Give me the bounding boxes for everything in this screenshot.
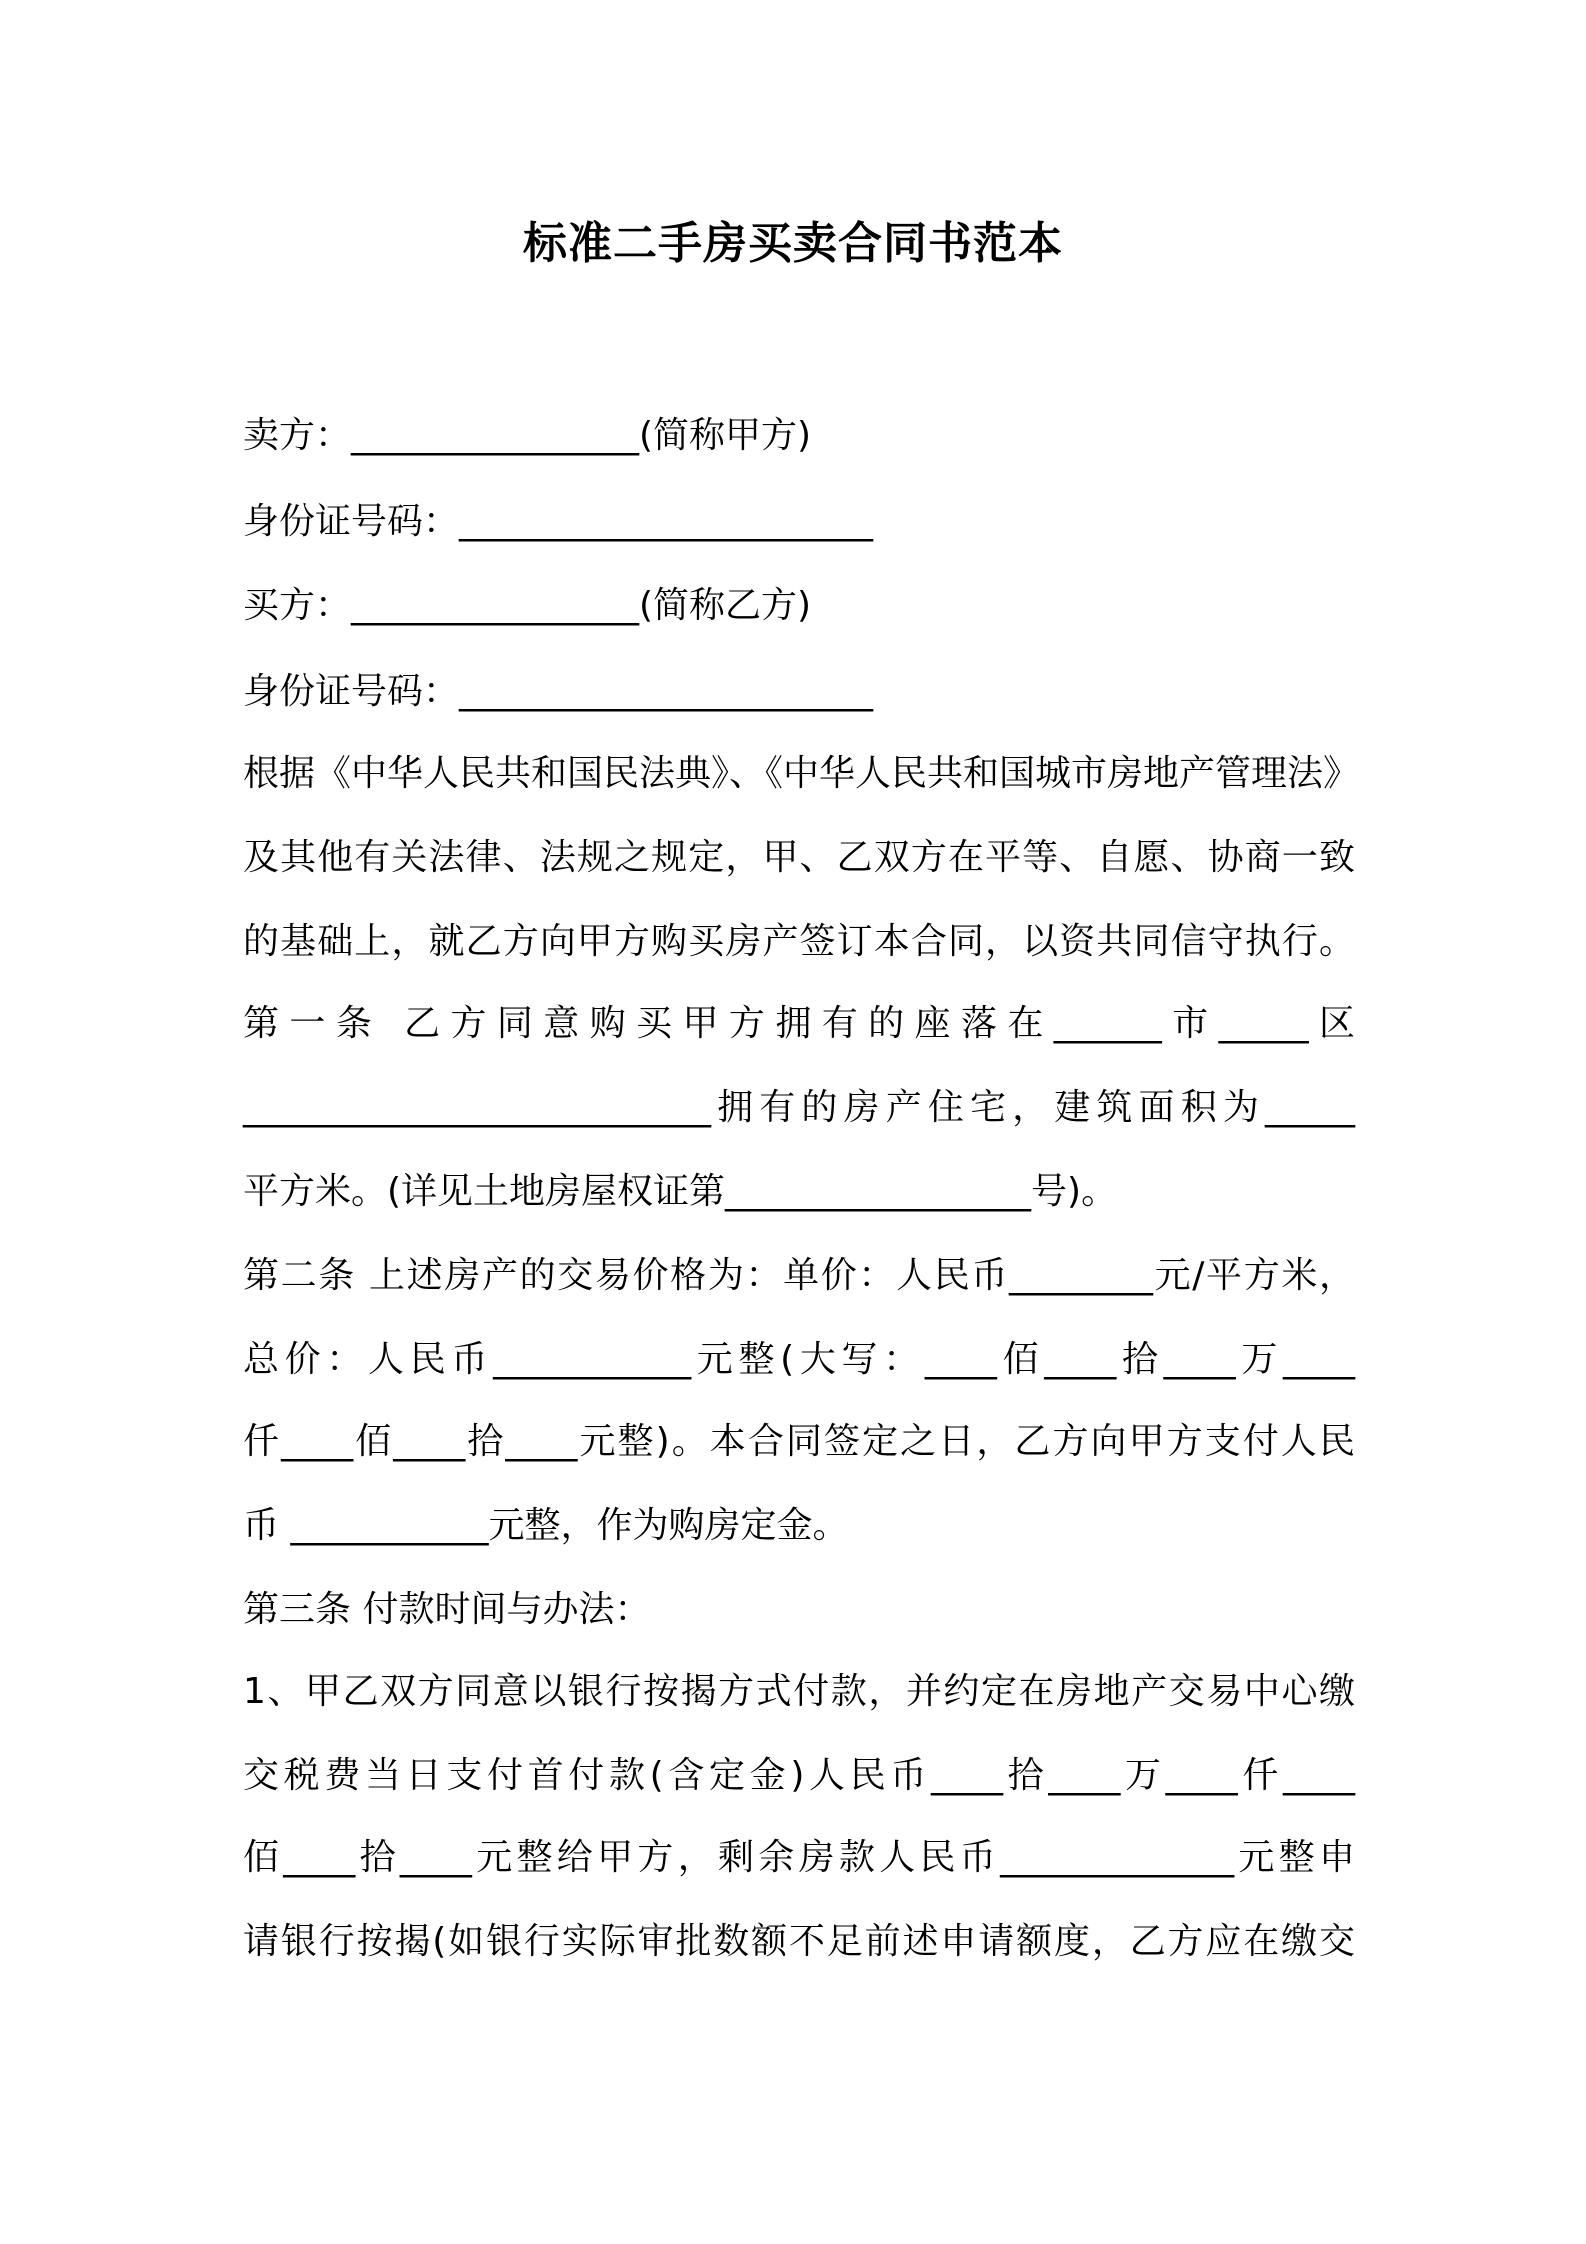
- article-3-line: 请银行按揭(如银行实际审批数额不足前述申请额度，乙方应在缴交: [243, 1921, 1355, 1962]
- seller-line: 卖方：________________(简称甲方): [243, 415, 812, 456]
- article-2-line: 总价：人民币___________元整(大写：____佰____拾____万____: [243, 1339, 1355, 1380]
- document-title: 标准二手房买卖合同书范本: [523, 218, 1063, 269]
- article-2-line: 币 ___________元整，作为购房定金。: [243, 1505, 849, 1546]
- paragraph-line: 的基础上，就乙方向甲方购买房产签订本合同，以资共同信守执行。: [243, 921, 1355, 962]
- buyer-line: 买方：________________(简称乙方): [243, 585, 812, 626]
- article-3-line: 1、甲乙双方同意以银行按揭方式付款，并约定在房地产交易中心缴: [243, 1671, 1355, 1712]
- buyer-id-line: 身份证号码：_______________________: [243, 671, 874, 712]
- article-3-line: 佰____拾____元整给甲方，剩余房款人民币_____________元整申: [243, 1837, 1355, 1878]
- article-1-line: 第一条 乙方同意购买甲方拥有的座落在______市_____区: [243, 1003, 1355, 1044]
- paragraph-line: 根据《中华人民共和国民法典》、《中华人民共和国城市房地产管理法》: [243, 753, 1360, 794]
- article-3-heading: 第三条 付款时间与办法：: [243, 1589, 651, 1630]
- article-2-line: 仟____佰____拾____元整)。本合同签定之日，乙方向甲方支付人民: [243, 1421, 1355, 1462]
- seller-id-line: 身份证号码：_______________________: [243, 501, 874, 542]
- paragraph-line: 及其他有关法律、法规之规定，甲、乙双方在平等、自愿、协商一致: [243, 837, 1355, 878]
- article-2-line: 第二条 上述房产的交易价格为：单价：人民币________元/平方米，: [243, 1255, 1355, 1296]
- article-3-line: 交税费当日支付首付款(含定金)人民币____拾____万____仟____: [243, 1755, 1355, 1796]
- article-1-line: 平方米。(详见土地房屋权证第_________________号)。: [243, 1171, 1118, 1212]
- article-1-line: __________________________拥有的房产住宅，建筑面积为_____: [243, 1087, 1355, 1128]
